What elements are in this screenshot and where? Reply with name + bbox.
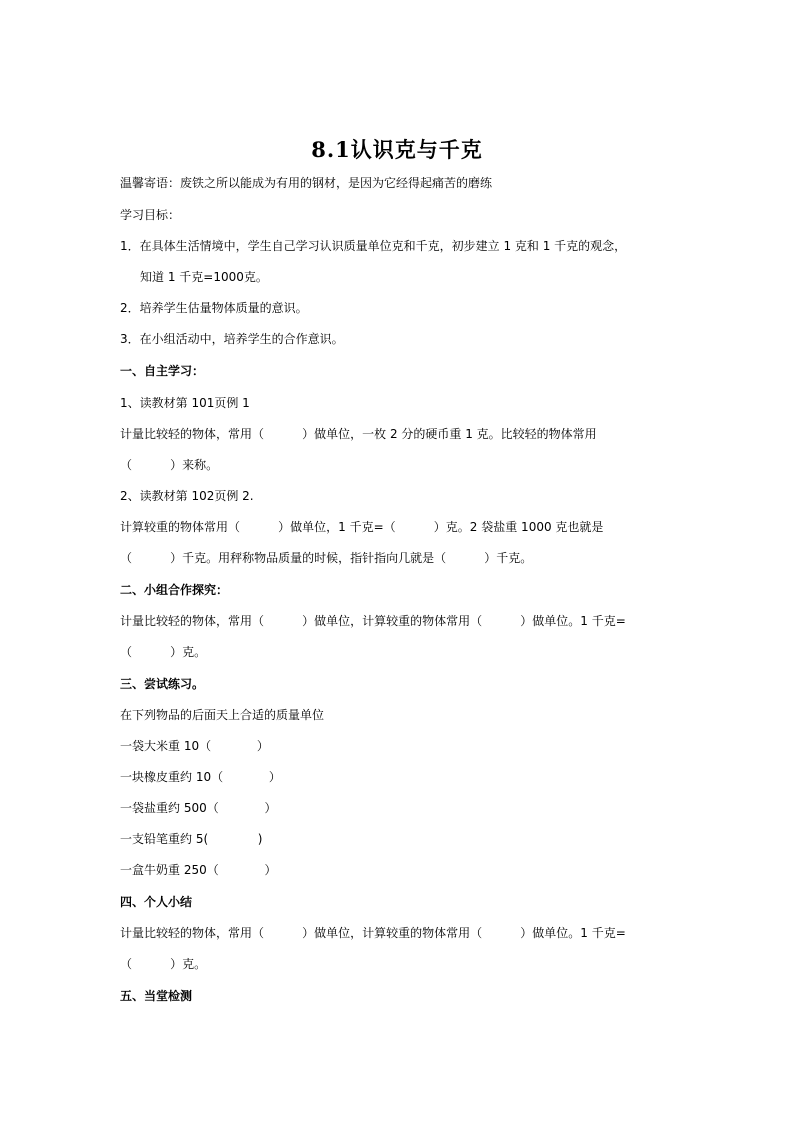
objectives-heading: 学习目标：	[120, 208, 181, 222]
objective-1b: 知道 1 千克=1000克。	[140, 270, 268, 284]
summary-line-b: （ ）克。	[120, 957, 207, 971]
page-title: 8.1认识克与千克	[311, 137, 483, 162]
practice-item-2: 一块橡皮重约 10（ ）	[120, 770, 281, 784]
practice-instruction: 在下列物品的后面天上合适的质量单位	[120, 708, 325, 722]
section-1-heading: 一、自主学习：	[120, 364, 205, 378]
objective-2: 2．培养学生估量物体质量的意识。	[120, 301, 308, 315]
item-2-line-b: （ ）千克。用秤称物品质量的时候，指针指向几就是（ ）千克。	[120, 551, 533, 565]
item-1-line-b: （ ）来称。	[120, 458, 219, 472]
item-1-heading: 1、读教材第 101页例 1	[120, 396, 250, 410]
summary-line-a: 计量比较轻的物体，常用（ ）做单位，计算较重的物体常用（ ）做单位。1 千克=	[120, 926, 626, 940]
section-3-heading: 三、尝试练习。	[120, 677, 205, 691]
practice-item-1: 一袋大米重 10（ ）	[120, 739, 269, 753]
practice-item-5: 一盒牛奶重 250（ ）	[120, 863, 277, 877]
group-line-b: （ ）克。	[120, 645, 207, 659]
section-4-heading: 四、个人小结	[120, 895, 193, 909]
motto: 温馨寄语：废铁之所以能成为有用的钢材，是因为它经得起痛苦的磨练	[120, 176, 493, 190]
section-2-heading: 二、小组合作探究：	[120, 583, 229, 597]
objective-3: 3．在小组活动中，培养学生的合作意识。	[120, 332, 344, 346]
item-2-heading: 2、读教材第 102页例 2.	[120, 489, 254, 503]
group-line-a: 计量比较轻的物体，常用（ ）做单位，计算较重的物体常用（ ）做单位。1 千克=	[120, 614, 626, 628]
objective-1a: 1．在具体生活情境中，学生自己学习认识质量单位克和千克，初步建立 1 克和 1 千克的观念，	[120, 239, 627, 253]
practice-item-4: 一支铅笔重约 5( )	[120, 832, 263, 846]
section-5-heading: 五、当堂检测	[120, 989, 193, 1003]
item-1-line-a: 计量比较轻的物体，常用（ ）做单位，一枚 2 分的硬币重 1 克。比较轻的物体常用	[120, 427, 597, 441]
practice-item-3: 一袋盐重约 500（ ）	[120, 801, 277, 815]
item-2-line-a: 计算较重的物体常用（ ）做单位，1 千克=（ ）克。2 袋盐重 1000 克也就是	[120, 520, 604, 534]
